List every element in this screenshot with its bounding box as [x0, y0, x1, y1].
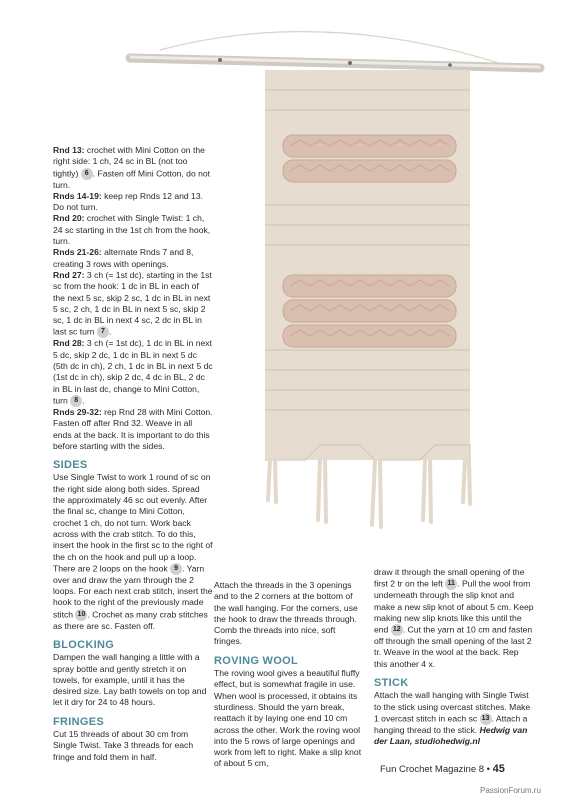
step-badge-12: 12: [391, 624, 403, 636]
fringes-attach-text: Attach the threads in the 3 openings and to the 2 corners at the bottom of the wall hanging. For the corners, use the hook to draw the threads through. Comb the threads into nice, soft fringes.: [214, 580, 358, 647]
fringes-heading: FRINGES: [53, 715, 104, 728]
magazine-name: Fun Crochet Magazine 8: [380, 764, 485, 775]
rnd-28: Rnd 28: 3 ch (= 1st dc), 1 dc in BL in next 5 dc, skip 2 dc, 1 dc in BL in next 5 dc (5th dc in ch), 2 ch, 1 dc in BL in next 5 dc (1st dc in ch), skip 2 dc, 4 dc in BL, 2 dc in BL in last dc, change to Mini Cotton, turn 8 .: [53, 338, 213, 406]
designer-signature: Hedwig van der Laan, studiohedwig.nl: [374, 724, 528, 747]
roving-continued-text: draw it through the small opening of the first 2 tr on the left 11 . Pull the wool from underneath through the slip knot and make a new slip knot of about 5 cm. Keep making new slip knots like this until the end 12 . Cut the yarn at 10 cm and fasten off through the small opening of the last 2 tr. Weave in the wool at the back. Rep this another 4 x.: [374, 567, 534, 669]
step-badge-11: 11: [445, 578, 457, 590]
step-badge-13: 13: [480, 713, 492, 725]
column-left: [53, 145, 213, 763]
fringes-text: Cut 15 threads of about 30 cm from Single Twist. Take 3 threads for each fringe and fold them in half.: [53, 729, 194, 762]
page-footer: [380, 763, 505, 775]
step-badge-6: 6: [81, 168, 93, 180]
footer-separator: •: [486, 764, 490, 775]
rnd-14-19: Rnds 14-19: keep rep Rnds 12 and 13. Do not turn.: [53, 190, 204, 213]
column-right: [374, 567, 534, 748]
rnd-29-32: Rnds 29-32: rep Rnd 28 with Mini Cotton. Fasten off after Rnd 32. Weave in all ends at the back. It is important to do this before starting with the sides.: [53, 406, 213, 451]
rnd-13: Rnd 13: crochet with Mini Cotton on the right side: 1 ch, 24 sc in BL (not too tightly) 6 . Fasten off Mini Cotton, do not turn.: [53, 145, 211, 190]
sides-text: Use Single Twist to work 1 round of sc on the right side along both sides. Spread the approximately 46 sc out evenly. After the final sc, change to Mini Cotton, crochet 1 ch, do not turn. Work back across with the crab stitch. To do this, insert the hook in the first sc to the right of the ch on the hook and pull up a loop. There are 2 loops on the hook 9 . Yarn over and draw the yarn through the 2 loops. For each next crab stitch, insert the hook to the right of the previously made stitch 10 . Crochet as many crab stitches as there are sc. Fasten off.: [53, 472, 213, 631]
rnd-21-26: Rnds 21-26: alternate Rnds 7 and 8, creating 3 rows with openings.: [53, 247, 194, 269]
roving-wool-heading: ROVING WOOL: [214, 654, 298, 667]
roving-wool-text: The roving wool gives a beautiful fluffy effect, but is somewhat fragile in use. When wool is processed, it obtains its sturdiness. Should the yarn break, reattach it by laying one end 10 cm across the other. Work the roving wool into the 5 rows of large openings and work from left to right. Make a slip knot of about 5 cm,: [214, 668, 362, 769]
page-number: 45: [492, 763, 505, 775]
rnd-27: Rnd 27: 3 ch (= 1st dc), starting in the 1st sc from the hook: 1 dc in BL in each of the next 5 sc, skip 2 sc, 1 dc in BL in next 5 sc, 2 ch, 1 dc in BL in next 5 sc, skip 2 sc, 1 dc in BL in next 4 sc, 2 dc in BL in last sc turn 7 .: [53, 269, 212, 337]
step-badge-8: 8: [70, 395, 82, 407]
rnd-20: Rnd 20: crochet with Single Twist: 1 ch, 24 sc starting in the 1st ch from the hook, turn.: [53, 213, 211, 247]
watermark: PassionForum.ru: [480, 786, 541, 795]
blocking-heading: BLOCKING: [53, 638, 115, 651]
sides-heading: SIDES: [53, 459, 88, 472]
step-badge-7: 7: [97, 326, 109, 338]
stick-text: Attach the wall hanging with Single Twist to the stick using overcast stitches. Make 1 overcast stitch in each sc 13 . Attach a hanging thread to the stick. Hedwig van der Laan, studiohedwig.nl: [374, 690, 531, 747]
blocking-text: Dampen the wall hanging a little with a spray bottle and gently stretch it on towels, for example, until it has the desired size. Lay bath towels on top and let it dry for 24 to 48 hours.: [53, 652, 207, 708]
stick-heading: STICK: [374, 677, 409, 690]
step-badge-10: 10: [75, 609, 87, 621]
step-badge-9: 9: [170, 563, 182, 575]
column-middle: [214, 580, 364, 770]
